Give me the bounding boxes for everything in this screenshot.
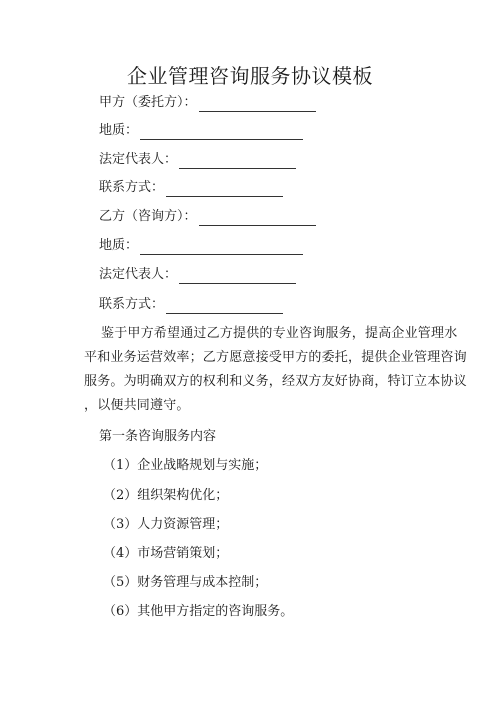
party-a-address-field (99, 122, 303, 140)
party-a-contact-blank[interactable] (166, 182, 283, 197)
service-item: （5）财务管理与成本控制； (103, 575, 268, 590)
party-a-legal-rep-field (99, 151, 296, 169)
party-a-blank[interactable] (199, 97, 316, 112)
party-a-legal-rep-blank[interactable] (179, 154, 296, 169)
party-b-contact-field (99, 296, 283, 314)
service-item: （4）市场营销策划； (103, 546, 229, 561)
party-b-legal-rep-label: 法定代表人： (99, 267, 178, 282)
party-b-address-blank[interactable] (140, 240, 303, 255)
preamble-line: 平和业务运营效率；乙方愿意接受甲方的委托，提供企业管理咨询 (84, 350, 467, 365)
party-b-address-field (99, 237, 303, 255)
preamble-line: ，以便共同遵守。 (84, 398, 190, 413)
party-b-legal-rep-blank[interactable] (179, 269, 296, 284)
party-b-label: 乙方（咨询方）： (99, 209, 197, 224)
party-b-address-label: 地质： (99, 238, 139, 253)
party-a-legal-rep-label: 法定代表人： (99, 152, 178, 167)
party-b-blank[interactable] (199, 211, 316, 226)
section-1-title: 第一条咨询服务内容 (99, 429, 217, 444)
party-a-contact-field (99, 179, 283, 197)
party-a-field (99, 94, 316, 112)
party-a-address-blank[interactable] (140, 125, 303, 140)
party-a-address-label: 地质： (99, 123, 139, 138)
party-b-contact-label: 联系方式： (99, 297, 165, 312)
party-b-field (99, 208, 316, 226)
service-item: （1）企业战略规划与实施； (103, 458, 268, 473)
party-b-contact-blank[interactable] (166, 299, 283, 314)
party-a-contact-label: 联系方式： (99, 180, 165, 195)
service-item: （6）其他甲方指定的咨询服务。 (103, 604, 294, 619)
preamble-paragraph (84, 322, 467, 418)
party-a-label: 甲方（委托方）： (99, 95, 197, 110)
party-b-legal-rep-field (99, 266, 296, 284)
preamble-line: 服务。为明确双方的权利和义务，经双方友好协商，特订立本协议 (84, 374, 467, 389)
preamble-line: 鉴于甲方希望通过乙方提供的专业咨询服务，提高企业管理水 (101, 326, 458, 341)
document-title: 企业管理咨询服务协议模板 (127, 64, 373, 88)
service-item: （3）人力资源管理； (103, 517, 229, 532)
service-item: （2）组织架构优化； (103, 488, 229, 503)
